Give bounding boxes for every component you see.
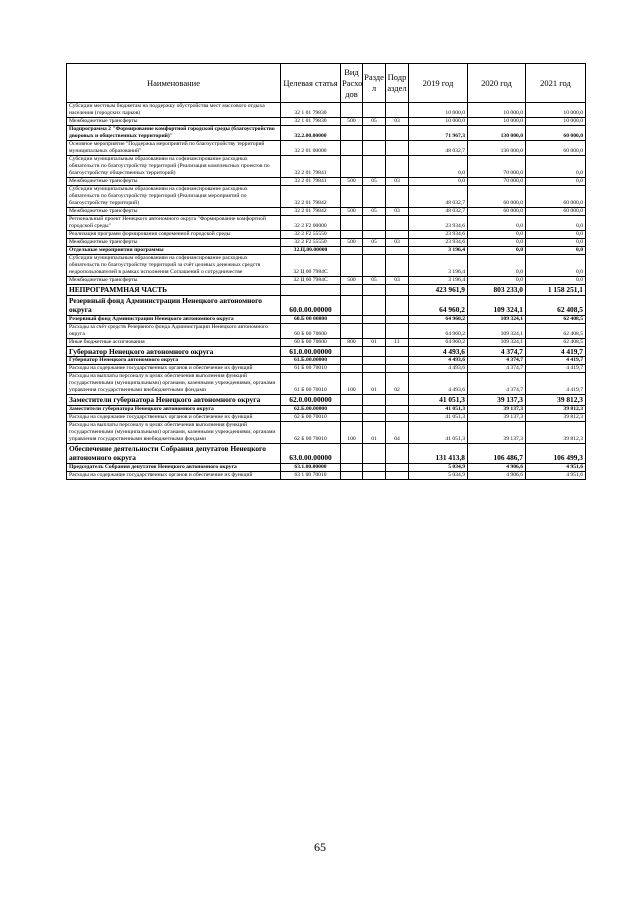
table-row <box>67 323 586 338</box>
cell-y2021: 60 000,0 <box>526 141 586 156</box>
cell-name: Расходы на выплаты персоналу в целях обеспечения выполнения функций государственными (муниципальными) органами, казенными учреждениями, органами управления государственными внебюджетными фондами <box>67 421 281 443</box>
cell-name: Субсидии муниципальным образованиям на софинансирование расходных обязательств по благоустройству территорий за счёт целевых денежных средств недропользователей в рамках исполнения Соглашений о сотрудничестве <box>67 255 281 277</box>
cell-code: 32 2 01 00000 <box>281 141 341 156</box>
cell-y2021: 10 000,0 <box>526 103 586 118</box>
cell-y2020: 0,0 <box>468 247 526 255</box>
cell-code: 62.0.00.00000 <box>281 395 341 406</box>
cell-code: 32 2 01 79841 <box>281 178 341 186</box>
cell-rz <box>363 186 386 208</box>
cell-vr: 800 <box>341 338 363 346</box>
cell-y2020: 130 000,0 <box>468 141 526 156</box>
cell-y2019: 64 960,2 <box>409 315 468 323</box>
cell-y2021: 62 408,5 <box>526 315 586 323</box>
table-row <box>67 395 586 406</box>
cell-rz <box>363 141 386 156</box>
cell-y2019: 3 196,4 <box>409 277 468 285</box>
cell-y2019: 64 960,2 <box>409 338 468 346</box>
cell-y2020: 39 137,3 <box>468 395 526 406</box>
cell-code: 32 2 F2 55550 <box>281 231 341 239</box>
cell-y2021: 1 158 251,1 <box>526 285 586 296</box>
cell-rz <box>363 395 386 406</box>
cell-y2020: 109 324,1 <box>468 323 526 338</box>
table-row <box>67 186 586 208</box>
cell-code: 61 Б 00 70010 <box>281 365 341 373</box>
cell-y2020: 0,0 <box>468 277 526 285</box>
cell-name: Межбюджетные трансферты <box>67 178 281 186</box>
table-row <box>67 118 586 126</box>
table-row <box>67 126 586 141</box>
cell-vr <box>341 323 363 338</box>
cell-rz <box>363 413 386 421</box>
cell-rz <box>363 231 386 239</box>
cell-y2019: 41 051,3 <box>409 405 468 413</box>
cell-y2019: 3 196,4 <box>409 247 468 255</box>
cell-y2021: 4 419,7 <box>526 365 586 373</box>
cell-name: Обеспечение деятельности Собрания депутатов Ненецкого автономного округа <box>67 443 281 463</box>
cell-y2021: 4 951,6 <box>526 471 586 479</box>
cell-y2019: 48 032,7 <box>409 208 468 216</box>
table-row <box>67 357 586 365</box>
cell-vr <box>341 395 363 406</box>
cell-rz <box>363 216 386 231</box>
cell-rz: 05 <box>363 277 386 285</box>
cell-y2020: 109 324,1 <box>468 295 526 315</box>
cell-pr <box>386 103 409 118</box>
cell-pr <box>386 126 409 141</box>
cell-code: 32.Ц.00.00000 <box>281 247 341 255</box>
cell-vr <box>341 141 363 156</box>
cell-y2021: 0,0 <box>526 247 586 255</box>
table-row <box>67 421 586 443</box>
cell-vr <box>341 413 363 421</box>
table-row <box>67 413 586 421</box>
cell-vr <box>341 295 363 315</box>
cell-code: 32 1 01 79830 <box>281 103 341 118</box>
cell-rz <box>363 405 386 413</box>
cell-name: Межбюджетные трансферты <box>67 208 281 216</box>
cell-code: 62 Б 00 70010 <box>281 413 341 421</box>
cell-rz: 05 <box>363 118 386 126</box>
cell-y2020: 106 486,7 <box>468 443 526 463</box>
cell-rz: 05 <box>363 208 386 216</box>
cell-name: Расходы на содержание государственных органов и обеспечение их функций <box>67 471 281 479</box>
cell-vr <box>341 156 363 178</box>
cell-y2020: 0,0 <box>468 216 526 231</box>
cell-name: Отдельные мероприятия программы <box>67 247 281 255</box>
cell-name: Расходы на содержание государственных органов и обеспечение их функций <box>67 413 281 421</box>
cell-y2020: 803 233,0 <box>468 285 526 296</box>
table-row <box>67 208 586 216</box>
cell-pr: 03 <box>386 239 409 247</box>
cell-pr <box>386 395 409 406</box>
cell-code: 60 Б 00 70600 <box>281 323 341 338</box>
cell-code: 61.Б.00.00000 <box>281 357 341 365</box>
cell-rz <box>363 126 386 141</box>
cell-pr <box>386 247 409 255</box>
cell-y2019: 41 051,3 <box>409 395 468 406</box>
cell-name: Межбюджетные трансферты <box>67 239 281 247</box>
cell-name: Субсидии муниципальным образованиям на софинансирование расходных обязательств по благоустройству территорий (Реализация мероприятий по благоустройству территорий) <box>67 186 281 208</box>
cell-code: 32 1 01 79830 <box>281 118 341 126</box>
cell-vr <box>341 346 363 357</box>
cell-pr: 03 <box>386 277 409 285</box>
cell-code: 60.Б 00 00000 <box>281 315 341 323</box>
table-row <box>67 338 586 346</box>
table-row <box>67 295 586 315</box>
header-expense-type: Вид Расхо дов <box>341 64 363 103</box>
cell-y2021: 4 951,6 <box>526 463 586 471</box>
cell-y2019: 41 051,3 <box>409 413 468 421</box>
cell-name: Расходы на выплаты персоналу в целях обеспечения выполнения функций государственными (муниципальными) органами, казенными учреждениями, органами управления государственными внебюджетными фондами <box>67 373 281 395</box>
table-row <box>67 141 586 156</box>
cell-code: 63.0.00.00000 <box>281 443 341 463</box>
cell-name: Губернатор Ненецкого автономного округа <box>67 346 281 357</box>
cell-vr <box>341 126 363 141</box>
cell-rz <box>363 357 386 365</box>
cell-rz: 05 <box>363 239 386 247</box>
cell-name: НЕПРОГРАММНАЯ ЧАСТЬ <box>67 285 281 296</box>
cell-code: 32.2.00.00000 <box>281 126 341 141</box>
cell-pr <box>386 443 409 463</box>
cell-y2021: 60 000,0 <box>526 186 586 208</box>
cell-name: Заместители губернатора Ненецкого автономного округа <box>67 405 281 413</box>
cell-name: Заместители губернатора Ненецкого автономного округа <box>67 395 281 406</box>
cell-code: 61.0.00.00000 <box>281 346 341 357</box>
cell-name: Подпрограмма 2 "Формирование комфортной городской среды (благоустройство дворовых и общественных территорий)" <box>67 126 281 141</box>
cell-y2020: 60 000,0 <box>468 208 526 216</box>
table-row <box>67 443 586 463</box>
header-name: Наименование <box>67 64 281 103</box>
cell-y2019: 0,0 <box>409 178 468 186</box>
cell-vr: 500 <box>341 178 363 186</box>
cell-y2020: 10 000,0 <box>468 103 526 118</box>
cell-y2020: 4 374,7 <box>468 346 526 357</box>
cell-pr: 03 <box>386 118 409 126</box>
cell-y2020: 4 374,7 <box>468 365 526 373</box>
cell-y2019: 64 960,2 <box>409 295 468 315</box>
cell-vr: 500 <box>341 277 363 285</box>
cell-vr <box>341 255 363 277</box>
cell-y2019: 41 051,3 <box>409 421 468 443</box>
cell-pr <box>386 405 409 413</box>
cell-y2019: 0,0 <box>409 156 468 178</box>
cell-y2021: 0,0 <box>526 216 586 231</box>
cell-y2020: 4 906,6 <box>468 463 526 471</box>
cell-vr <box>341 357 363 365</box>
cell-y2020: 109 324,1 <box>468 315 526 323</box>
cell-vr: 500 <box>341 208 363 216</box>
cell-vr <box>341 405 363 413</box>
cell-y2021: 106 499,3 <box>526 443 586 463</box>
cell-y2019: 48 032,7 <box>409 186 468 208</box>
cell-y2020: 4 374,7 <box>468 357 526 365</box>
cell-y2021: 39 812,3 <box>526 413 586 421</box>
cell-y2019: 5 034,9 <box>409 471 468 479</box>
cell-pr <box>386 186 409 208</box>
cell-rz <box>363 346 386 357</box>
table-row <box>67 315 586 323</box>
cell-rz <box>363 443 386 463</box>
cell-y2020: 0,0 <box>468 231 526 239</box>
cell-y2020: 39 137,3 <box>468 405 526 413</box>
cell-y2020: 70 000,0 <box>468 178 526 186</box>
table-row <box>67 285 586 296</box>
budget-table <box>66 63 586 480</box>
table-row <box>67 216 586 231</box>
cell-rz <box>363 323 386 338</box>
cell-pr <box>386 357 409 365</box>
cell-code: 62.Б.00.00000 <box>281 405 341 413</box>
table-header-row <box>67 64 586 103</box>
cell-y2020: 39 137,3 <box>468 421 526 443</box>
table-row <box>67 346 586 357</box>
cell-y2019: 23 934,6 <box>409 216 468 231</box>
cell-code: 32 2 F2 00000 <box>281 216 341 231</box>
cell-y2019: 4 493,6 <box>409 357 468 365</box>
cell-rz <box>363 365 386 373</box>
cell-vr <box>341 285 363 296</box>
cell-y2021: 39 812,3 <box>526 421 586 443</box>
cell-pr <box>386 156 409 178</box>
cell-y2019: 23 934,6 <box>409 239 468 247</box>
cell-y2019: 5 034,9 <box>409 463 468 471</box>
cell-pr <box>386 231 409 239</box>
cell-y2019: 423 961,9 <box>409 285 468 296</box>
cell-pr <box>386 471 409 479</box>
cell-pr <box>386 295 409 315</box>
cell-pr <box>386 285 409 296</box>
cell-y2021: 0,0 <box>526 277 586 285</box>
table-row <box>67 103 586 118</box>
cell-code: 32 2 01 79842 <box>281 208 341 216</box>
cell-y2020: 4 374,7 <box>468 373 526 395</box>
cell-code: 60.0.00.00000 <box>281 295 341 315</box>
cell-rz: 01 <box>363 338 386 346</box>
cell-y2021: 60 000,0 <box>526 208 586 216</box>
cell-pr <box>386 413 409 421</box>
cell-pr <box>386 346 409 357</box>
cell-vr <box>341 463 363 471</box>
cell-pr <box>386 463 409 471</box>
cell-vr: 500 <box>341 118 363 126</box>
cell-y2019: 71 967,3 <box>409 126 468 141</box>
table-row <box>67 239 586 247</box>
cell-vr <box>341 231 363 239</box>
cell-name: Субсидии муниципальным образованиям на софинансирование расходных обязательств по благоустройству территорий (Реализация комплексных проектов по благоустройству общественных территорий) <box>67 156 281 178</box>
table-row <box>67 247 586 255</box>
cell-y2021: 0,0 <box>526 239 586 247</box>
cell-y2019: 10 000,0 <box>409 103 468 118</box>
cell-y2020: 0,0 <box>468 239 526 247</box>
cell-code: 32 Ц 00 7984С <box>281 277 341 285</box>
cell-vr <box>341 443 363 463</box>
cell-pr: 03 <box>386 178 409 186</box>
cell-vr: 500 <box>341 239 363 247</box>
cell-y2021: 62 408,5 <box>526 338 586 346</box>
cell-pr: 04 <box>386 421 409 443</box>
cell-y2019: 131 413,8 <box>409 443 468 463</box>
cell-name: Губернатор Ненецкого автономного округа <box>67 357 281 365</box>
cell-pr: 02 <box>386 373 409 395</box>
cell-y2021: 4 419,7 <box>526 373 586 395</box>
cell-y2020: 10 000,0 <box>468 118 526 126</box>
cell-vr: 100 <box>341 373 363 395</box>
cell-y2019: 3 196,4 <box>409 255 468 277</box>
cell-vr <box>341 471 363 479</box>
cell-code: 32 2 01 79842 <box>281 186 341 208</box>
cell-pr <box>386 365 409 373</box>
table-row <box>67 471 586 479</box>
cell-code: 60 Б 00 70600 <box>281 338 341 346</box>
cell-y2020: 60 000,0 <box>468 186 526 208</box>
cell-name: Основное мероприятие "Поддержка мероприятий по благоустройству территорий муниципальных образований" <box>67 141 281 156</box>
table-row <box>67 365 586 373</box>
header-2019: 2019 год <box>409 64 468 103</box>
page-number: 65 <box>314 840 326 854</box>
table-row <box>67 156 586 178</box>
cell-rz <box>363 247 386 255</box>
cell-code: 63.1.00.00000 <box>281 463 341 471</box>
cell-y2021: 4 419,7 <box>526 357 586 365</box>
cell-y2021: 39 812,3 <box>526 395 586 406</box>
cell-code: 32 Ц 00 7984С <box>281 255 341 277</box>
cell-name: Резервный фонд Администрации Ненецкого автономного округа <box>67 295 281 315</box>
cell-rz <box>363 315 386 323</box>
cell-rz <box>363 156 386 178</box>
cell-rz <box>363 295 386 315</box>
cell-rz: 01 <box>363 421 386 443</box>
cell-rz <box>363 285 386 296</box>
table-row <box>67 277 586 285</box>
cell-vr <box>341 247 363 255</box>
cell-code: 63 1 00 70010 <box>281 471 341 479</box>
header-subsection: Подр аздел <box>386 64 409 103</box>
cell-name: Иные бюджетные ассигнования <box>67 338 281 346</box>
cell-vr <box>341 315 363 323</box>
cell-rz <box>363 103 386 118</box>
cell-y2020: 4 906,6 <box>468 471 526 479</box>
cell-vr <box>341 216 363 231</box>
header-2020: 2020 год <box>468 64 526 103</box>
cell-y2021: 0,0 <box>526 156 586 178</box>
cell-name: Резервный фонд Администрации Ненецкого автономного округа <box>67 315 281 323</box>
cell-y2019: 23 934,6 <box>409 231 468 239</box>
cell-vr: 100 <box>341 421 363 443</box>
cell-pr: 11 <box>386 338 409 346</box>
cell-vr <box>341 365 363 373</box>
cell-y2021: 62 408,5 <box>526 295 586 315</box>
cell-y2021: 39 812,3 <box>526 405 586 413</box>
header-section: Разде л <box>363 64 386 103</box>
cell-y2019: 64 960,2 <box>409 323 468 338</box>
cell-pr <box>386 216 409 231</box>
cell-y2021: 0,0 <box>526 231 586 239</box>
cell-rz <box>363 255 386 277</box>
cell-name: Расходы на содержание государственных органов и обеспечение их функций <box>67 365 281 373</box>
cell-y2021: 60 000,0 <box>526 126 586 141</box>
cell-name: Расходы за счёт средств Резервного фонда Администрации Ненецкого автономного округа <box>67 323 281 338</box>
cell-code: 32 2 01 79841 <box>281 156 341 178</box>
cell-name: Межбюджетные трансферты <box>67 277 281 285</box>
header-target: Целевая статья <box>281 64 341 103</box>
cell-y2020: 130 000,0 <box>468 126 526 141</box>
cell-y2020: 0,0 <box>468 255 526 277</box>
cell-code: 61 Б 00 70010 <box>281 373 341 395</box>
cell-y2021: 10 000,0 <box>526 118 586 126</box>
table-row <box>67 255 586 277</box>
table-row <box>67 463 586 471</box>
table-row <box>67 373 586 395</box>
cell-pr <box>386 141 409 156</box>
cell-pr <box>386 255 409 277</box>
cell-y2019: 4 493,6 <box>409 373 468 395</box>
table-row <box>67 178 586 186</box>
cell-code: 32 2 F2 55550 <box>281 239 341 247</box>
cell-y2021: 0,0 <box>526 255 586 277</box>
table-row <box>67 231 586 239</box>
cell-y2019: 10 000,0 <box>409 118 468 126</box>
cell-code: 62 Б 00 70010 <box>281 421 341 443</box>
cell-pr <box>386 323 409 338</box>
cell-vr <box>341 103 363 118</box>
cell-name: Реализация программ формирования современной городской среды <box>67 231 281 239</box>
cell-y2021: 4 419,7 <box>526 346 586 357</box>
cell-rz <box>363 463 386 471</box>
cell-name: Председатель Собрания депутатов Ненецкого автономного округа <box>67 463 281 471</box>
cell-y2021: 0,0 <box>526 178 586 186</box>
cell-name: Региональный проект Ненецкого автономного округа "Формирование комфортной городской среды" <box>67 216 281 231</box>
cell-y2021: 62 408,5 <box>526 323 586 338</box>
header-2021: 2021 год <box>526 64 586 103</box>
cell-rz: 05 <box>363 178 386 186</box>
cell-y2019: 4 493,6 <box>409 346 468 357</box>
cell-name: Межбюджетные трансферты <box>67 118 281 126</box>
table-row <box>67 405 586 413</box>
cell-code <box>281 285 341 296</box>
cell-y2020: 109 324,1 <box>468 338 526 346</box>
cell-y2019: 4 493,6 <box>409 365 468 373</box>
cell-name: Субсидии местным бюджетам на поддержку обустройства мест массового отдыха населения (городских парков) <box>67 103 281 118</box>
cell-pr: 03 <box>386 208 409 216</box>
cell-y2020: 39 137,3 <box>468 413 526 421</box>
cell-vr <box>341 186 363 208</box>
cell-pr <box>386 315 409 323</box>
cell-y2019: 48 032,7 <box>409 141 468 156</box>
cell-y2020: 70 000,0 <box>468 156 526 178</box>
cell-rz <box>363 471 386 479</box>
cell-rz: 01 <box>363 373 386 395</box>
